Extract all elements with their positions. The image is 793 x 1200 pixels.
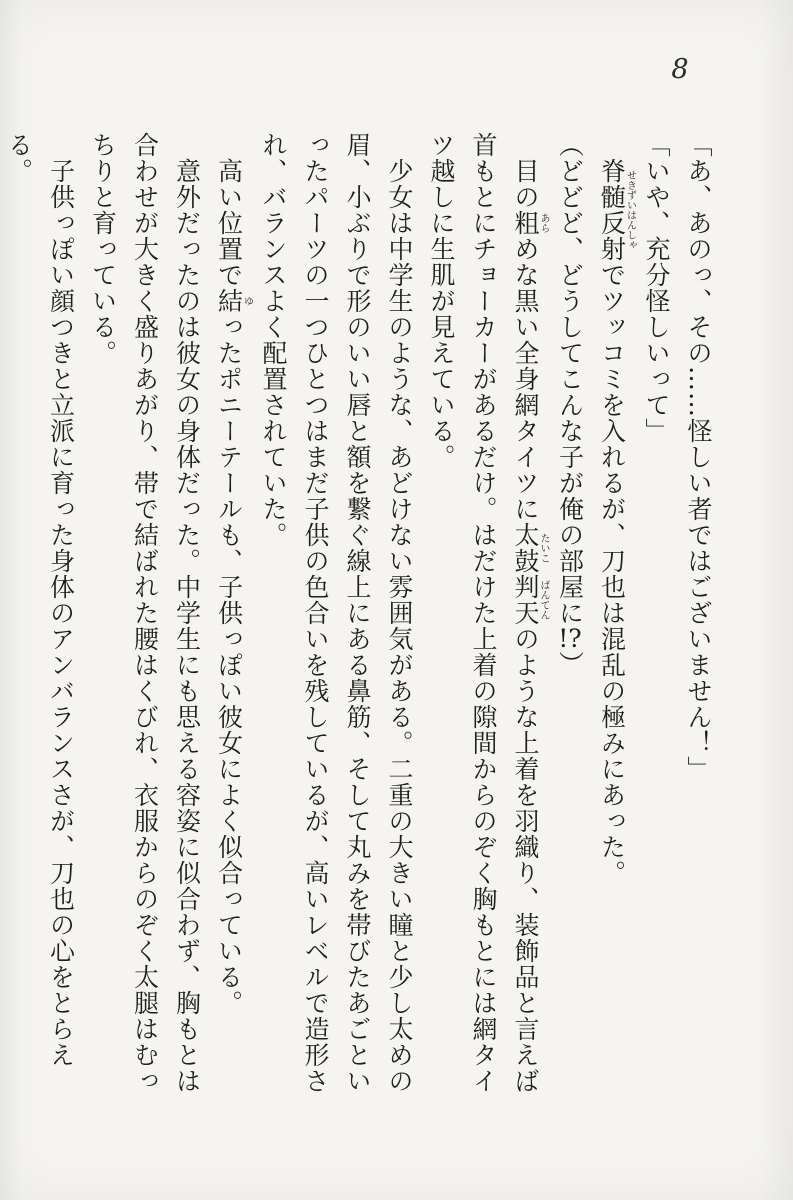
paragraph	[252, 132, 420, 1110]
furigana-ruby: 脊髄反射せきずいはんしゃ	[597, 158, 636, 262]
text-run: のような上着を羽織り、装飾品と言えば首もとにチョーカーがあるだけ。はだけた上着の隙間からのぞく胸もとには網タイツ越しに生肌が見えている。	[427, 132, 540, 1094]
text-run: ったポニーテールも、子供っぽい彼女によく似合っている。	[214, 314, 244, 1016]
paragraph	[208, 132, 253, 1110]
text-run: 「あ、あのっ、その……怪しい者ではございません！」	[684, 132, 713, 782]
page-number: 8	[671, 54, 689, 85]
text-run: 少女は中学生のような、あどけない雰囲気がある。二重の大きい瞳と少し太めの眉、小ぶりで形のいい唇と額を繋ぐ線上にある鼻筋、そして丸みを帯びたあごといったパーツの一つひとつはまだ子供の色合いを残しているが、高いレベルで造形され、バランスよく配置されていた。	[259, 132, 414, 1094]
furigana-ruby: 太鼓たいこ	[511, 522, 549, 574]
tatechuyoko-text: !?	[558, 626, 582, 651]
text-run: 子供っぽい顔つきと立派に育った身体のアンバランスさが、刀也の心をとらえる。	[4, 132, 76, 1068]
paragraph	[677, 132, 719, 1110]
vertical-text-block	[4, 132, 719, 1110]
furigana-ruby: 粗あら	[511, 210, 549, 236]
text-run: めな黒い全身網タイツに	[511, 236, 540, 522]
text-run: ）	[555, 651, 585, 677]
text-run: でツッコミを入れるが、刀也は混乱の極みにあった。	[597, 262, 627, 886]
text-run: （どどど、どうしてこんな子が俺の部屋に	[555, 132, 585, 626]
text-run: 意外だったのは彼女の身体だった。中学生にも思える容姿に似合わず、胸もとは合わせが大きく盛りあがり、帯で結ばれた腰はくびれ、衣服からのぞく太腿はむっちりと育っている。	[88, 132, 202, 1094]
paragraph	[549, 132, 591, 1110]
furigana-ruby: 結ゆ	[214, 288, 253, 314]
text-run: 目の	[511, 158, 540, 210]
furigana-ruby: 判天ばんてん	[511, 574, 549, 626]
paragraph	[82, 132, 208, 1110]
text-run: 高い位置で	[214, 158, 244, 288]
paragraph	[0, 132, 82, 1110]
paragraph	[420, 132, 549, 1110]
text-run: 「いや、充分怪しいって」	[642, 132, 671, 444]
paragraph	[591, 132, 636, 1110]
paragraph	[635, 132, 677, 1110]
